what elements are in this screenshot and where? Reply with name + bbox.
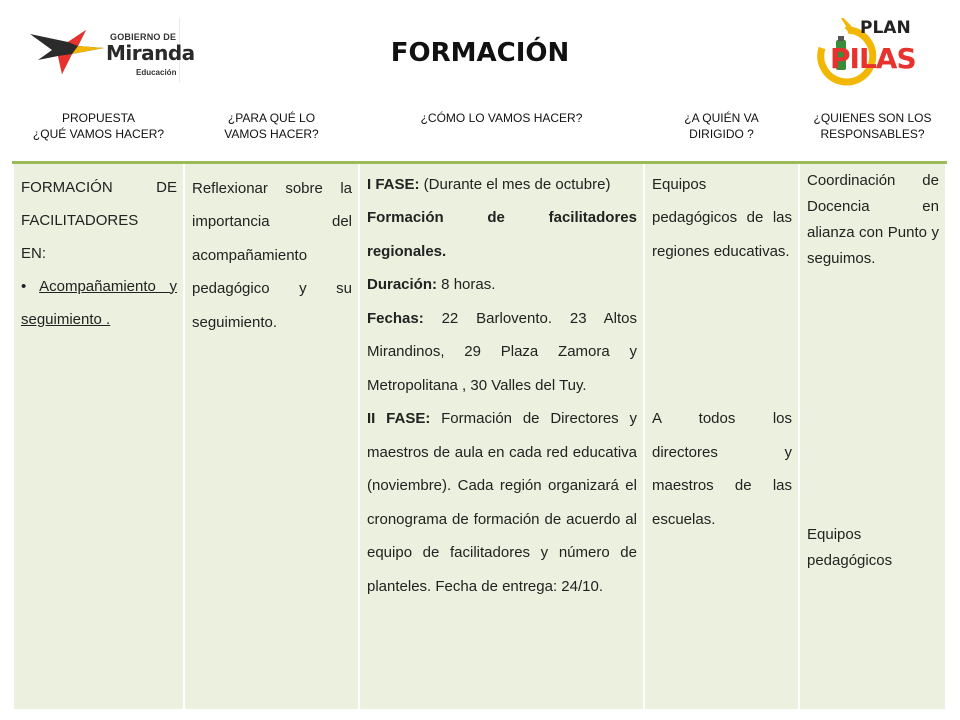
duracion-text: 8 horas. xyxy=(437,276,496,293)
cell-para-que xyxy=(184,162,359,710)
formacion-facilitadores-label: Formación de facilitadores regionales. xyxy=(367,209,637,260)
propuesta-title-line1: FORMACIÓN DE xyxy=(21,178,177,196)
responsables-second: Equipos pedagógicos xyxy=(807,525,893,569)
header-como xyxy=(359,100,644,162)
logo-line-educacion: Educación xyxy=(136,68,177,77)
header-responsables-line2: RESPONSABLES? xyxy=(820,127,925,141)
header-a-quien-line2: DIRIGIDO ? xyxy=(689,127,754,141)
fechas-paragraph xyxy=(367,302,637,403)
bullet-icon: • xyxy=(21,277,27,295)
duracion-paragraph xyxy=(367,268,637,302)
table-header-row xyxy=(13,100,946,162)
fase1-text: (Durante el mes de octubre) xyxy=(419,175,611,193)
a-quien-second: A todos los directores y maestros de las escuelas. xyxy=(652,410,792,528)
fase1-paragraph xyxy=(367,168,637,202)
responsables-first: Coordinación de Docencia en alianza con Punto y seguimos. xyxy=(807,171,939,267)
header xyxy=(0,0,960,100)
header-como-line1: ¿CÓMO LO VAMOS HACER? xyxy=(420,111,583,125)
propuesta-bullet-item xyxy=(21,270,177,336)
fase2-paragraph xyxy=(367,402,637,603)
logo-line-miranda: Miranda xyxy=(106,41,195,65)
header-propuesta-line2: ¿QUÉ VAMOS HACER? xyxy=(32,127,165,141)
cell-como xyxy=(359,162,644,710)
fase2-label: II FASE: xyxy=(367,410,431,427)
header-para-que-line2: VAMOS HACER? xyxy=(224,127,319,141)
header-para-que xyxy=(184,100,359,162)
propuesta-title-line3-wrap xyxy=(21,237,177,270)
header-responsables-line1: ¿QUIENES SON LOS xyxy=(813,111,932,125)
header-a-quien-line1: ¿A QUIÉN VA xyxy=(684,111,759,125)
a-quien-first: Equipos pedagógicos de las regiones educativas. xyxy=(652,175,792,260)
fase1-label: I FASE: xyxy=(367,175,420,193)
page-title: FORMACIÓN xyxy=(390,38,570,68)
header-para-que-line1: ¿PARA QUÉ LO xyxy=(227,111,316,125)
responsables-spacer xyxy=(807,272,939,522)
header-responsables xyxy=(799,100,946,162)
propuesta-colon: : xyxy=(41,244,47,262)
fase2-text: Formación de Directores y maestros de aula en cada red educativa (noviembre). Cada región organizará el cronograma de formación de acuerdo al equipo de facilitadores y número de planteles. Fecha de entrega: 24/10. xyxy=(367,410,637,595)
header-a-quien xyxy=(644,100,799,162)
propuesta-bullet-text: Acompañamiento y seguimiento . xyxy=(21,277,178,328)
propuesta-title-line3: EN xyxy=(21,244,42,262)
plan-pilas-logo xyxy=(812,18,922,86)
cell-responsables xyxy=(799,162,946,710)
header-propuesta xyxy=(13,100,184,162)
formacion-table xyxy=(12,99,947,711)
fechas-label: Fechas: xyxy=(367,309,424,327)
logo-word-pilas: PILAS xyxy=(830,42,916,75)
para-que-text: Reflexionar sobre la importancia del acompañamiento pedagógico y su seguimiento. xyxy=(192,179,352,331)
fechas-text: 22 Barlovento. 23 Altos Mirandinos, 29 Plaza Zamora y Metropolitana , 30 Valles del Tuy. xyxy=(367,309,637,394)
header-propuesta-line1: PROPUESTA xyxy=(61,111,136,125)
duracion-label: Duración: xyxy=(367,276,438,293)
logo-line-gobierno: GOBIERNO DE xyxy=(110,32,177,42)
cell-a-quien xyxy=(644,162,799,710)
propuesta-title-line2: FACILITADORES xyxy=(21,211,139,229)
cell-propuesta xyxy=(13,162,184,710)
logo-word-plan: PLAN xyxy=(860,18,911,38)
table-row xyxy=(13,162,946,710)
a-quien-spacer xyxy=(652,268,792,402)
